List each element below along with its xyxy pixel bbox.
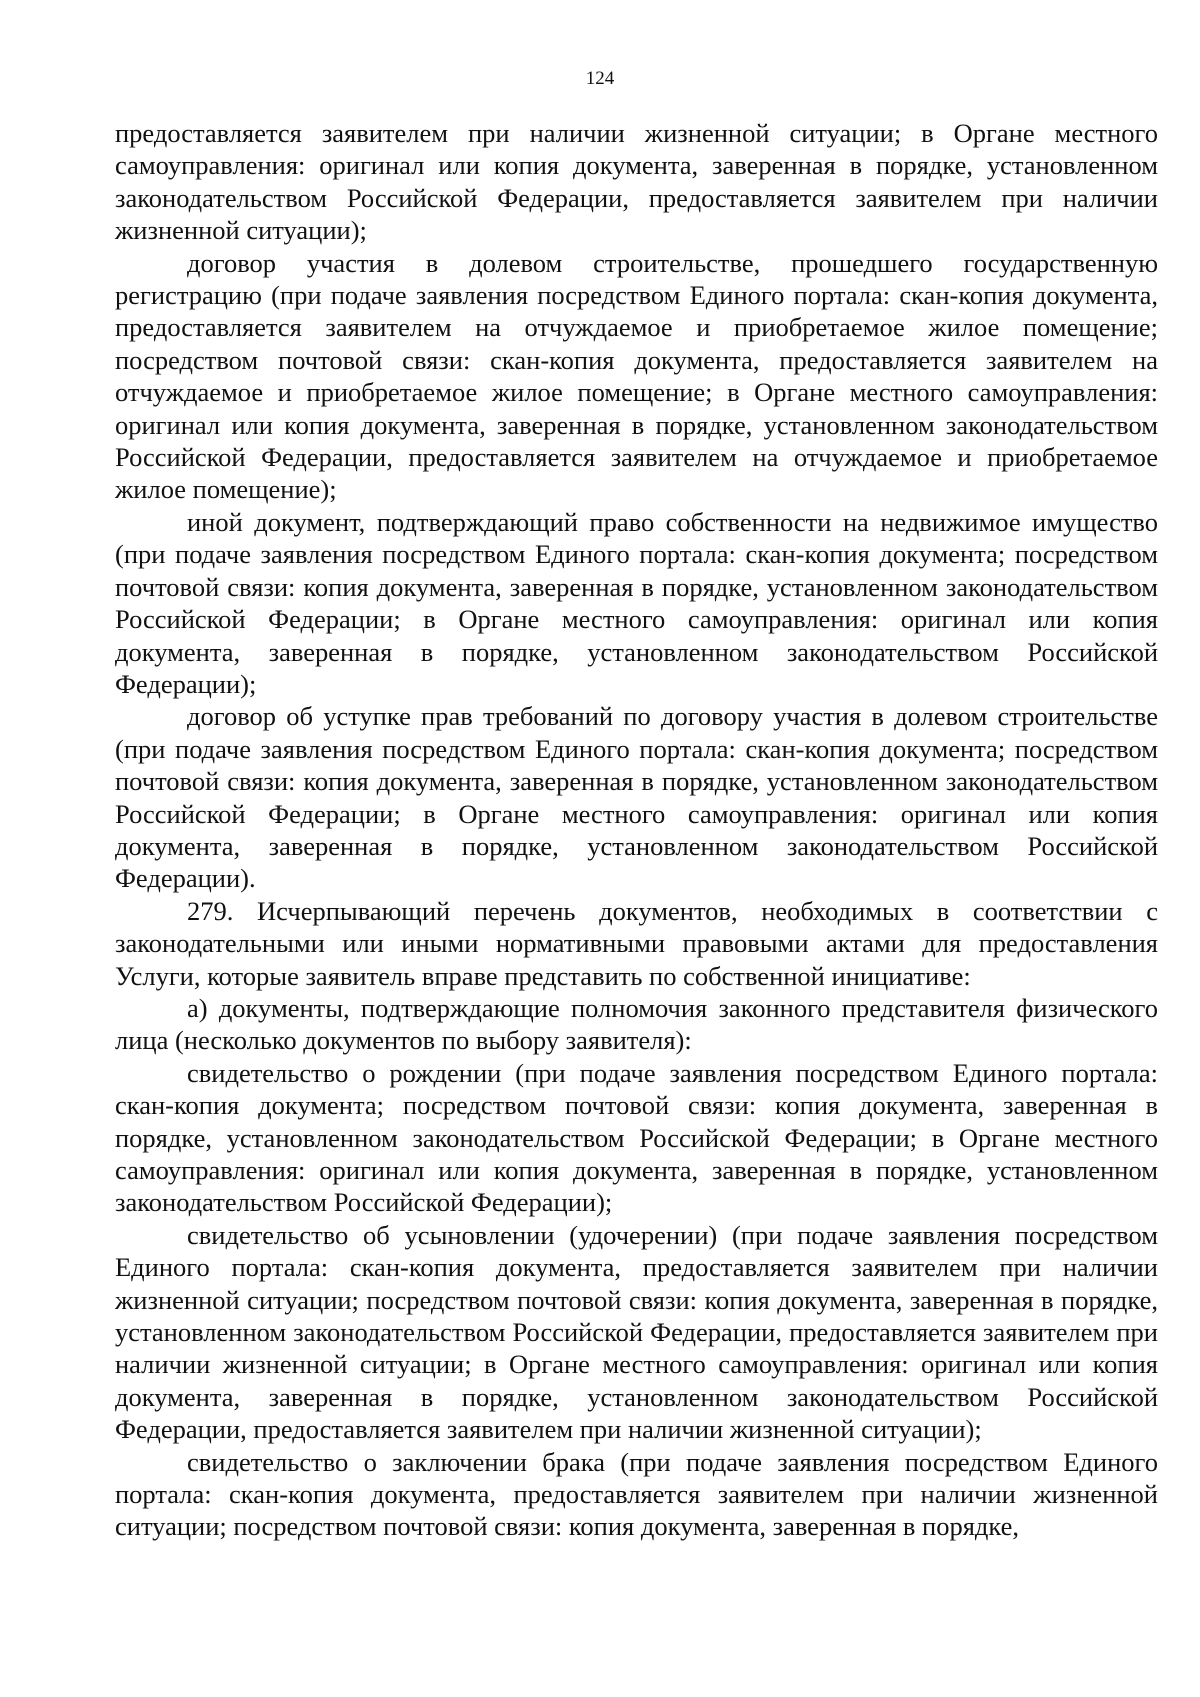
paragraph-ownership-document: иной документ, подтверждающий право собственности на недвижимое имущество (при подаче заявления посредством Единого портала: скан-копия документа; посредством почтовой связи: копия документа, заверенная в порядке, установленном законодательством Российской Федерации; в Органе местного самоуправления: оригинал или копия документа, заверенная в порядке, установленном законодательством Российской Федерации); xyxy=(115,506,1158,699)
paragraph-birth-certificate: свидетельство о рождении (при подаче заявления посредством Единого портала: скан-копия документа; посредством почтовой связи: копия документа, заверенная в порядке, установленном законодательством Российской Федерации; в Органе местного самоуправления: оригинал или копия документа, заверенная в порядке, установленном законодательством Российской Федерации); xyxy=(115,1057,1158,1218)
paragraph-adoption-certificate: свидетельство об усыновлении (удочерении) (при подаче заявления посредством Единого портала: скан-копия документа, предоставляется заявителем при наличии жизненной ситуации; посредством почтовой связи: копия документа, заверенная в порядке, установленном законодательством Российской Федерации, предоставляется заявителем при наличии жизненной ситуации; в Органе местного самоуправления: оригинал или копия документа, заверенная в порядке, установленном законодательством Российской Федерации, предоставляется заявителем при наличии жизненной ситуации); xyxy=(115,1219,1158,1445)
paragraph-subitem-a: а) документы, подтверждающие полномочия законного представителя физического лица (несколько документов по выбору заявителя): xyxy=(115,992,1158,1056)
paragraph-continuation: предоставляется заявителем при наличии жизненной ситуации; в Органе местного самоуправления: оригинал или копия документа, заверенная в порядке, установленном законодательством Российской Федерации, предоставляется заявителем при наличии жизненной ситуации); xyxy=(115,118,1158,246)
document-body xyxy=(115,117,1158,1543)
page-number: 124 xyxy=(585,68,615,89)
paragraph-item-279: 279. Исчерпывающий перечень документов, необходимых в соответствии с законодательными или иными нормативными правовыми актами для предоставления Услуги, которые заявитель вправе представить по собственной инициативе: xyxy=(115,895,1158,991)
paragraph-shared-construction-contract: договор участия в долевом строительстве, прошедшего государственную регистрацию (при подаче заявления посредством Единого портала: скан-копия документа, предоставляется заявителем на отчуждаемое и приобретаемое жилое помещение; посредством почтовой связи: скан-копия документа, предоставляется заявителем на отчуждаемое и приобретаемое жилое помещение; в Органе местного самоуправления: оригинал или копия документа, заверенная в порядке, установленном законодательством Российской Федерации, предоставляется заявителем на отчуждаемое и приобретаемое жилое помещение); xyxy=(115,247,1158,505)
paragraph-marriage-certificate: свидетельство о заключении брака (при подаче заявления посредством Единого портала: скан-копия документа, предоставляется заявителем при наличии жизненной ситуации; посредством почтовой связи: копия документа, заверенная в порядке, xyxy=(115,1446,1158,1542)
paragraph-assignment-contract: договор об уступке прав требований по договору участия в долевом строительстве (при подаче заявления посредством Единого портала: скан-копия документа; посредством почтовой связи: копия документа, заверенная в порядке, установленном законодательством Российской Федерации; в Органе местного самоуправления: оригинал или копия документа, заверенная в порядке, установленном законодательством Российской Федерации). xyxy=(115,701,1158,894)
